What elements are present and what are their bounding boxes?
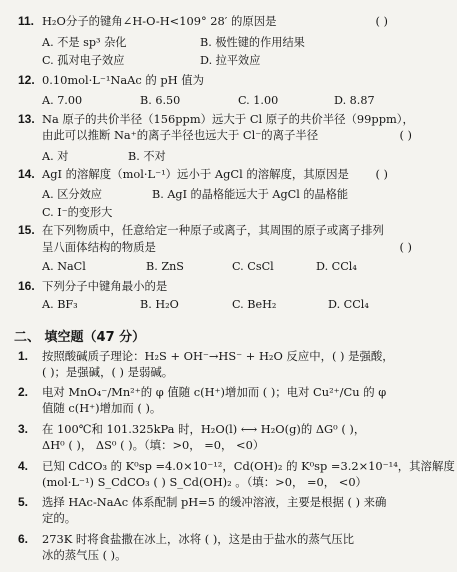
question-text: 选择 HAc-NaAc 体系配制 pH=5 的缓冲溶液，主要是根据 ( ) 来确	[42, 495, 387, 509]
question-text-continued: ΔH⁰ ( )， ΔS⁰ ( )。（填：>0， =0， <0）	[42, 438, 265, 452]
fill-question-2	[18, 384, 386, 416]
option-b: B. 6.50	[140, 94, 181, 107]
fill-question-1	[18, 348, 394, 380]
option-a: A. 区分效应	[42, 188, 102, 201]
question-text: 电对 MnO₄⁻/Mn²⁺的 φ 值随 c(H⁺)增加而 ( )；电对 Cu²⁺/Cu 的 φ	[42, 385, 387, 399]
answer-blank: ( )	[375, 167, 388, 181]
option-c: C. CsCl	[232, 260, 274, 273]
question-text: 在下列物质中，任意给定一种原子或离子，其周围的原子或离子排列	[42, 223, 384, 237]
question-text: 已知 CdCO₃ 的 K⁰sp =4.0×10⁻¹²，Cd(OH)₂ 的 K⁰sp =3.2×10⁻¹⁴，其溶解度	[42, 459, 455, 473]
question-text-continued: 值随 c(H⁺)增加而 ( )。	[42, 401, 162, 415]
question-text-continued: (mol·L⁻¹) S_CdCO₃ ( ) S_Cd(OH)₂ 。（填：>0， =0， <0）	[42, 475, 367, 489]
option-a: A. 7.00	[42, 94, 83, 107]
option-a: A. 对	[42, 150, 69, 163]
question-text: AgI 的溶解度（mol·L⁻¹）远小于 AgCl 的溶解度，其原因是	[42, 167, 349, 181]
fill-question-4	[18, 458, 455, 490]
question-number: 3.	[18, 422, 29, 436]
question-14	[18, 167, 448, 182]
question-number: 5.	[18, 495, 29, 509]
answer-blank: ( )	[399, 128, 412, 142]
question-number: 16.	[18, 279, 35, 293]
question-16	[18, 279, 448, 294]
option-c: C. I⁻的变形大	[42, 206, 113, 219]
question-13	[18, 112, 448, 127]
question-13-line2	[42, 128, 448, 143]
question-number: 1.	[18, 349, 29, 363]
option-c: C. 1.00	[238, 94, 279, 107]
option-c: C. 孤对电子效应	[42, 54, 125, 67]
option-d: D. CCl₄	[328, 298, 369, 311]
option-b: B. ZnS	[146, 260, 184, 273]
question-number: 14.	[18, 167, 35, 181]
section-heading: 二、 填空题（47 分）	[14, 330, 146, 345]
question-text-continued: 定的。	[42, 511, 77, 525]
question-number: 13.	[18, 112, 35, 126]
question-number: 11.	[18, 14, 35, 28]
question-number: 6.	[18, 532, 29, 546]
answer-blank: ( )	[375, 14, 388, 28]
question-number: 15.	[18, 223, 35, 237]
option-b: B. AgI 的晶格能远大于 AgCl 的晶格能	[152, 188, 349, 201]
question-11	[18, 14, 448, 29]
option-a: A. NaCl	[42, 260, 86, 273]
question-text: 按照酸碱质子理论：H₂S + OH⁻→HS⁻ + H₂O 反应中，( ) 是强酸，	[42, 349, 394, 363]
question-number: 4.	[18, 459, 29, 473]
question-text: H₂O分子的键角∠H-O-H<109° 28′ 的原因是	[42, 14, 277, 28]
option-b: B. 不对	[128, 150, 166, 163]
question-text: 下列分子中键角最小的是	[42, 279, 168, 293]
answer-blank: ( )	[399, 240, 412, 254]
question-number: 2.	[18, 385, 29, 399]
fill-question-6	[18, 531, 354, 563]
question-12	[18, 73, 448, 88]
option-d: D. 拉平效应	[200, 54, 261, 67]
option-b: B. H₂O	[140, 298, 179, 311]
question-text-continued: 呈八面体结构的物质是	[42, 240, 156, 254]
question-text-continued: ( )；是强碱，( ) 是弱碱。	[42, 365, 174, 379]
fill-question-5	[18, 494, 386, 526]
option-b: B. 极性键的作用结果	[200, 36, 305, 49]
question-text: 273K 时将食盐撒在冰上，冰将 ( )，这是由于盐水的蒸气压比	[42, 532, 354, 546]
question-text: Na 原子的共价半径（156ppm）远大于 Cl 原子的共价半径（99ppm），	[42, 112, 414, 126]
option-c: C. BeH₂	[232, 298, 277, 311]
question-text-continued: 冰的蒸气压 ( )。	[42, 548, 127, 562]
question-text: 在 100℃和 101.325kPa 时，H₂O(l) ⟷ H₂O(g)的 ΔG⁰ ( )，	[42, 422, 366, 436]
option-a: A. BF₃	[42, 298, 78, 311]
question-text-continued: 由此可以推断 Na⁺的离子半径也远大于 Cl⁻的离子半径	[42, 128, 319, 142]
option-d: D. 8.87	[334, 94, 375, 107]
question-15-line2	[42, 240, 448, 255]
question-number: 12.	[18, 73, 35, 87]
option-d: D. CCl₄	[316, 260, 357, 273]
option-a: A. 不是 sp³ 杂化	[42, 36, 127, 49]
fill-question-3	[18, 421, 365, 453]
question-15	[18, 223, 448, 238]
question-text: 0.10mol·L⁻¹NaAc 的 pH 值为	[42, 73, 205, 87]
